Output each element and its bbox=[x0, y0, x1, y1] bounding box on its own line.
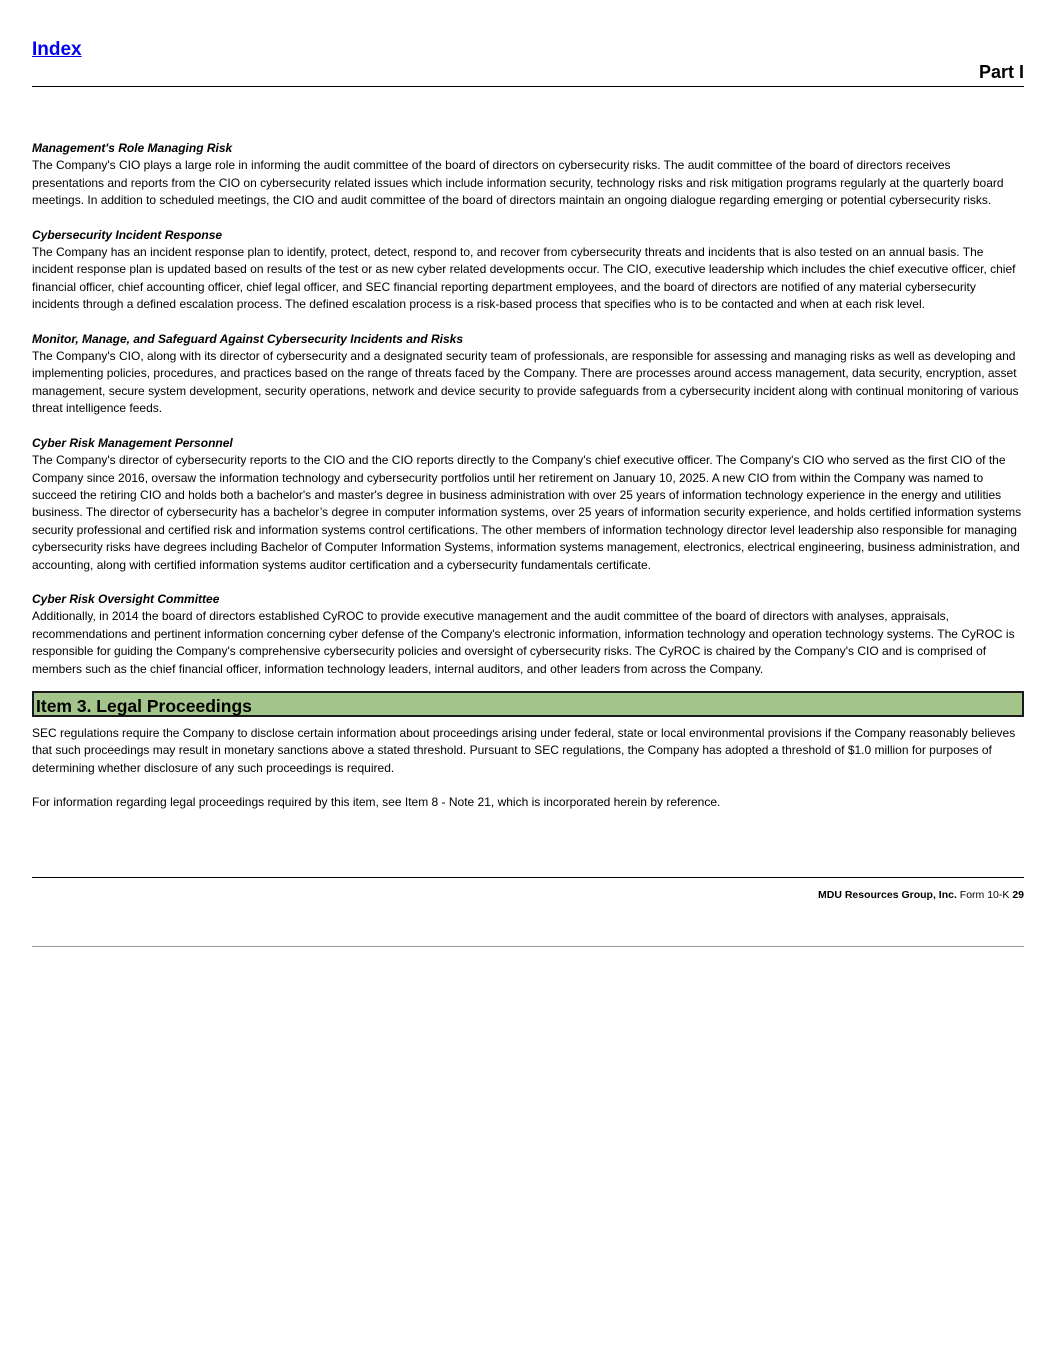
section-incident-response bbox=[32, 227, 1024, 314]
section-heading: Cybersecurity Incident Response bbox=[32, 227, 223, 242]
section-heading: Monitor, Manage, and Safeguard Against Cybersecurity Incidents and Risks bbox=[32, 331, 463, 346]
item3-title: Item 3. Legal Proceedings bbox=[36, 695, 252, 716]
footer-page-number: 29 bbox=[1012, 889, 1024, 901]
section-heading: Cyber Risk Oversight Committee bbox=[32, 591, 220, 606]
index-link[interactable]: Index bbox=[32, 39, 82, 60]
section-oversight-committee bbox=[32, 591, 1024, 678]
legal-paragraph-1: SEC regulations require the Company to disclose certain information about proceedings arising under federal, state or local environmental provisions if the Company reasonably believes that such proceedings may result in monetary sanctions above a stated threshold. Pursuant to SEC regulations, the Company has adopted a threshold of $1.0 million for purposes of determining whether disclosure of any such proceedings is required. bbox=[32, 725, 1016, 775]
section-body: Additionally, in 2014 the board of directors established CyROC to provide executive management and the audit committee of the board of directors with analyses, appraisals, recommendations and pertinent information concerning cyber defense of the Company's electronic information, information technology and operation technology systems. The CyROC is responsible for guiding the Company's comprehensive cybersecurity policies and oversight of cybersecurity risks. The CyROC is chaired by the Company's CIO and is comprised of members such as the chief financial officer, information technology leaders, internal auditors, and other leaders from across the Company. bbox=[32, 609, 1015, 676]
section-monitor-manage bbox=[32, 331, 1024, 418]
page-content bbox=[32, 140, 1024, 829]
part-label: Part I bbox=[978, 62, 1024, 82]
footer-divider bbox=[32, 877, 1024, 878]
section-body: The Company's CIO plays a large role in informing the audit committee of the board of directors on cybersecurity risks. The audit committee of the board of directors receives presentations and reports from the CIO on cybersecurity related issues which include information security, technology risks and risk mitigation programs regularly at the quarterly board meetings. In addition to scheduled meetings, the CIO and audit committee of the board of directors maintain an ongoing dialogue regarding emerging or potential cybersecurity risks. bbox=[32, 158, 1004, 208]
header-divider bbox=[32, 86, 1024, 87]
legal-paragraph-2: For information regarding legal proceedings required by this item, see Item 8 - Note 21, which is incorporated herein by reference. bbox=[32, 795, 721, 810]
item3-banner bbox=[32, 691, 1024, 717]
footer-company: MDU Resources Group, Inc. bbox=[818, 889, 957, 901]
section-management-role bbox=[32, 140, 1024, 210]
page-footer bbox=[818, 889, 1024, 901]
section-body: The Company has an incident response plan to identify, protect, detect, respond to, and recover from cybersecurity threats and incidents that is also tested on an annual basis. The incident response plan is updated based on results of the test or as new cyber related developments occur. The CIO, executive leadership which includes the chief executive officer, chief financial officer, chief accounting officer, chief legal officer, and SEC financial reporting department employees, and the board of directors are notified of any material cybersecurity incidents through a defined escalation process. The defined escalation process is a risk-based process that specifies who is to be contacted and when at each risk level. bbox=[32, 245, 1016, 312]
section-body: The Company's CIO, along with its director of cybersecurity and a designated security team of professionals, are responsible for assessing and managing risks as well as developing and implementing policies, procedures, and practices based on the range of threats faced by the Company. There are processes around access management, data security, encryption, asset management, secure system development, security operations, network and device security to provide safeguards from a cybersecurity incident along with continual monitoring of various threat intelligence feeds. bbox=[32, 349, 1019, 416]
section-risk-personnel bbox=[32, 435, 1024, 574]
section-heading: Management's Role Managing Risk bbox=[32, 141, 233, 155]
page-bottom-divider bbox=[32, 946, 1024, 947]
footer-form: Form 10-K bbox=[959, 889, 1010, 901]
section-body: The Company's director of cybersecurity reports to the CIO and the CIO reports directly to the Company's chief executive officer. The Company's CIO who served as the first CIO of the Company since 2016, oversaw the information technology and cybersecurity portfolios until her retirement on January 10, 2025. A new CIO from within the Company was named to succeed the retiring CIO and holds both a bachelor's and master's degree in business administration with over 25 years of information technology experience in the energy and utilities business. The director of cybersecurity has a bachelor’s degree in computer information systems, over 25 years of information security experience, and holds certified information systems security professional and certified risk and information systems control certifications. The other members of information technology director level leadership also responsible for managing cybersecurity risks have degrees including Bachelor of Computer Information Systems, information systems management, electronics, electrical engineering, business administration, and accounting, along with certified information systems auditor certification and a cybersecurity fundamentals certificate. bbox=[32, 453, 1022, 572]
section-heading: Cyber Risk Management Personnel bbox=[32, 435, 233, 450]
